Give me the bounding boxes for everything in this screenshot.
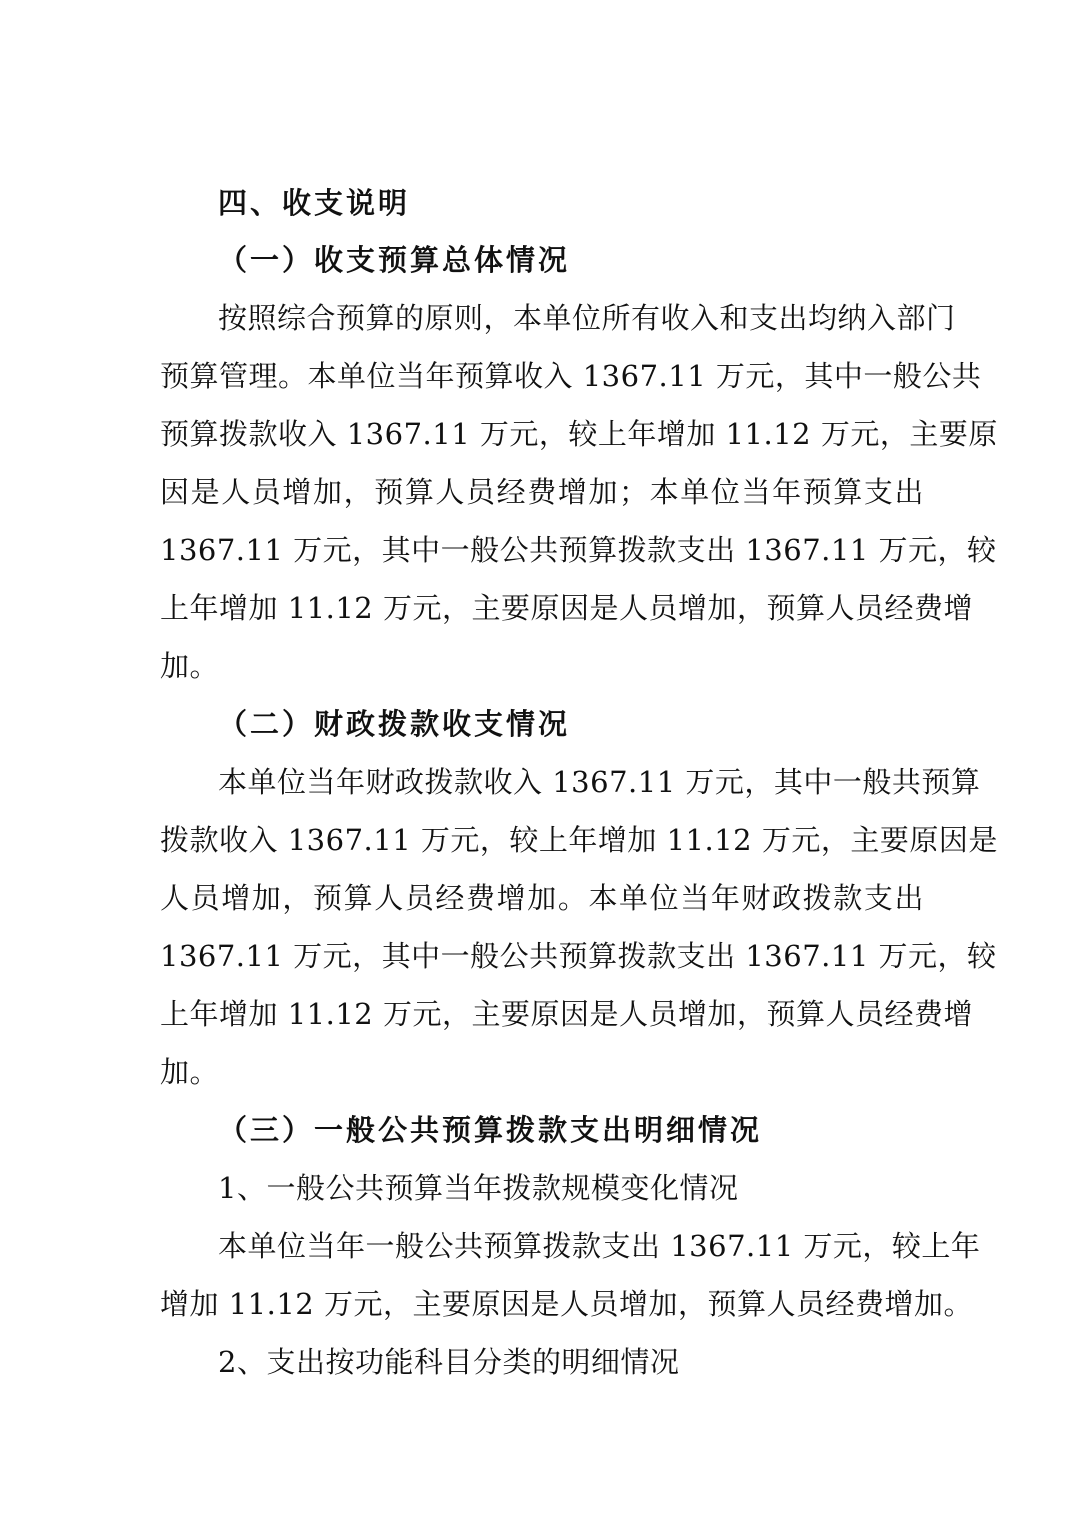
paragraph-line: 预算拨款收入 1367.11 万元，较上年增加 11.12 万元，主要原 — [160, 417, 998, 451]
paragraph-line: 增加 11.12 万元，主要原因是人员增加，预算人员经费增加。 — [160, 1287, 973, 1321]
paragraph-line: 加。 — [160, 649, 220, 683]
paragraph-line: 1367.11 万元，其中一般公共预算拨款支出 1367.11 万元，较 — [160, 939, 997, 973]
paragraph-line: 拨款收入 1367.11 万元，较上年增加 11.12 万元，主要原因是 — [160, 823, 998, 857]
paragraph-line: 上年增加 11.12 万元，主要原因是人员增加，预算人员经费增 — [160, 591, 973, 625]
paragraph-line: 1367.11 万元，其中一般公共预算拨款支出 1367.11 万元，较 — [160, 533, 997, 567]
list-item-heading-2: 2、支出按功能科目分类的明细情况 — [218, 1345, 680, 1379]
paragraph-line: 本单位当年一般公共预算拨款支出 1367.11 万元，较上年 — [218, 1229, 981, 1263]
paragraph-line: 人员增加，预算人员经费增加。本单位当年财政拨款支出 — [160, 881, 924, 915]
paragraph-line: 按照综合预算的原则，本单位所有收入和支出均纳入部门 — [218, 301, 956, 335]
paragraph-line: 预算管理。本单位当年预算收入 1367.11 万元，其中一般公共 — [160, 359, 982, 393]
paragraph-line: 加。 — [160, 1055, 220, 1089]
subsection-heading-3: （三）一般公共预算拨款支出明细情况 — [218, 1113, 763, 1147]
subsection-heading-2: （二）财政拨款收支情况 — [218, 707, 571, 741]
list-item-heading-1: 1、一般公共预算当年拨款规模变化情况 — [218, 1171, 739, 1205]
paragraph-line: 上年增加 11.12 万元，主要原因是人员增加，预算人员经费增 — [160, 997, 973, 1031]
paragraph-line: 本单位当年财政拨款收入 1367.11 万元，其中一般共预算 — [218, 765, 981, 799]
subsection-heading-1: （一）收支预算总体情况 — [218, 243, 571, 277]
paragraph-line: 因是人员增加，预算人员经费增加；本单位当年预算支出 — [160, 475, 924, 509]
section-title: 四、收支说明 — [218, 186, 411, 220]
